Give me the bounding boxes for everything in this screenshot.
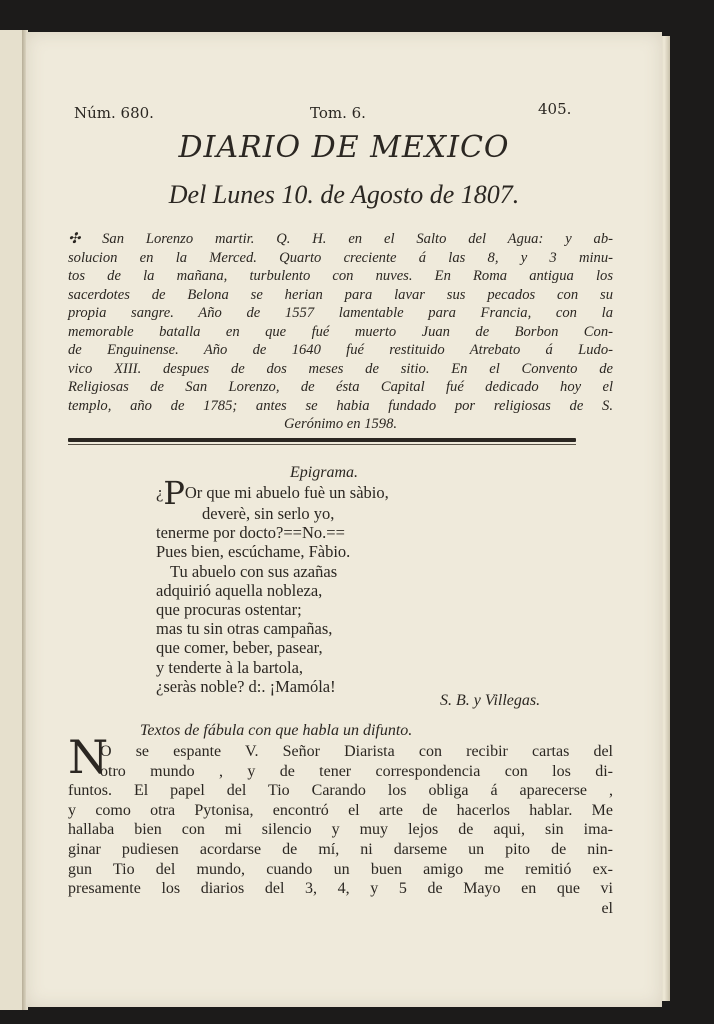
intro-line: propia sangre. Año de 1557 lamentable para Francia, con la xyxy=(68,305,613,321)
body-line: gun Tio del mundo, cuando un buen amigo me remitió ex- xyxy=(68,860,613,878)
poem-dropcap: P xyxy=(163,474,185,512)
body-line: y como otra Pytonisa, encontró el arte de hacerlos hablar. Me xyxy=(68,801,613,819)
intro-line: solucion en la Merced. Quarto creciente á las 8, y 3 minu- xyxy=(68,249,613,266)
poem-first-line-text: Or que mi abuelo fuè un sàbio, xyxy=(184,483,389,502)
issue-date: Del Lunes 10. de Agosto de 1807. xyxy=(168,180,520,209)
letter-dropcap: N xyxy=(68,730,109,784)
section-divider-thick xyxy=(68,438,576,442)
intro-line: vico XIII. despues de dos meses de sitio. En el Convento de xyxy=(68,360,613,377)
epigram-signature: S. B. y Villegas. xyxy=(440,692,541,709)
newspaper-page xyxy=(26,32,662,1007)
intro-line: ✣ San Lorenzo martir. Q. H. en el Salto del Agua: y ab- xyxy=(68,231,613,247)
intro-line: Religiosas de San Lorenzo, de ésta Capital fué dedicado hoy el xyxy=(68,379,613,395)
body-line: hallaba bien con mi silencio y muy lejos de aqui, sin ima- xyxy=(68,821,613,839)
poem-line: que comer, beber, pasear, xyxy=(156,638,323,658)
poem-opening-question-mark: ¿ xyxy=(156,483,164,502)
poem-line: mas tu sin otras campañas, xyxy=(156,619,333,639)
letter-heading: Textos de fábula con que habla un difunto. xyxy=(140,722,413,739)
letter-body xyxy=(68,742,613,918)
poem-line: ¿seràs noble? d:. ¡Mamóla! xyxy=(156,676,336,696)
body-line: ginar pudiesen acordarse de mí, ni darseme un pito de nin- xyxy=(68,840,613,858)
body-line: O se espante V. Señor Diarista con recibir cartas del xyxy=(100,743,613,760)
poem-line: tenerme por docto?==No.== xyxy=(156,523,345,543)
volume-number: Tom. 6. xyxy=(310,104,366,122)
newspaper-title: DIARIO DE MEXICO xyxy=(178,130,510,165)
epigram-poem xyxy=(156,474,389,696)
poem-line: Pues bien, escúchame, Fàbio. xyxy=(156,542,351,562)
poem-line: adquirió aquella nobleza, xyxy=(156,580,323,600)
intro-line: sacerdotes de Belona se herian para lavar sus pecados con su xyxy=(68,286,613,303)
body-line: otro mundo , y de tener correspondencia con los di- xyxy=(100,762,613,780)
poem-line: y tenderte à la bartola, xyxy=(156,657,304,677)
poem-line: Tu abuelo con sus azañas xyxy=(170,561,338,581)
intro-line: de Enguinense. Año de 1640 fué restituido Atrebato á Ludo- xyxy=(68,342,613,358)
intro-line: Gerónimo en 1598. xyxy=(283,416,398,432)
almanac-paragraph xyxy=(68,230,613,434)
intro-line: templo, año de 1785; antes se habia fundado por religiosas de S. xyxy=(68,397,613,414)
epigram-heading: Epigrama. xyxy=(290,464,358,481)
poem-line: que procuras ostentar; xyxy=(156,600,302,620)
poem-line: deverè, sin serlo yo, xyxy=(202,504,335,523)
catchword: el xyxy=(601,899,613,917)
intro-line: tos de la mañana, turbulento con nuves. En Roma antigua los xyxy=(68,268,613,284)
body-line: funtos. El papel del Tio Carando los obliga á aparecerse , xyxy=(68,782,613,800)
intro-line: memorable batalla en que fué muerto Juan de Borbon Con- xyxy=(68,323,613,340)
issue-number: Núm. 680. xyxy=(74,104,154,122)
body-line: presamente los diarios del 3, 4, y 5 de Mayo en que vi xyxy=(68,880,613,898)
poem-line-first xyxy=(156,474,389,512)
section-divider-thin xyxy=(68,444,576,445)
page-number: 405. xyxy=(538,100,572,118)
